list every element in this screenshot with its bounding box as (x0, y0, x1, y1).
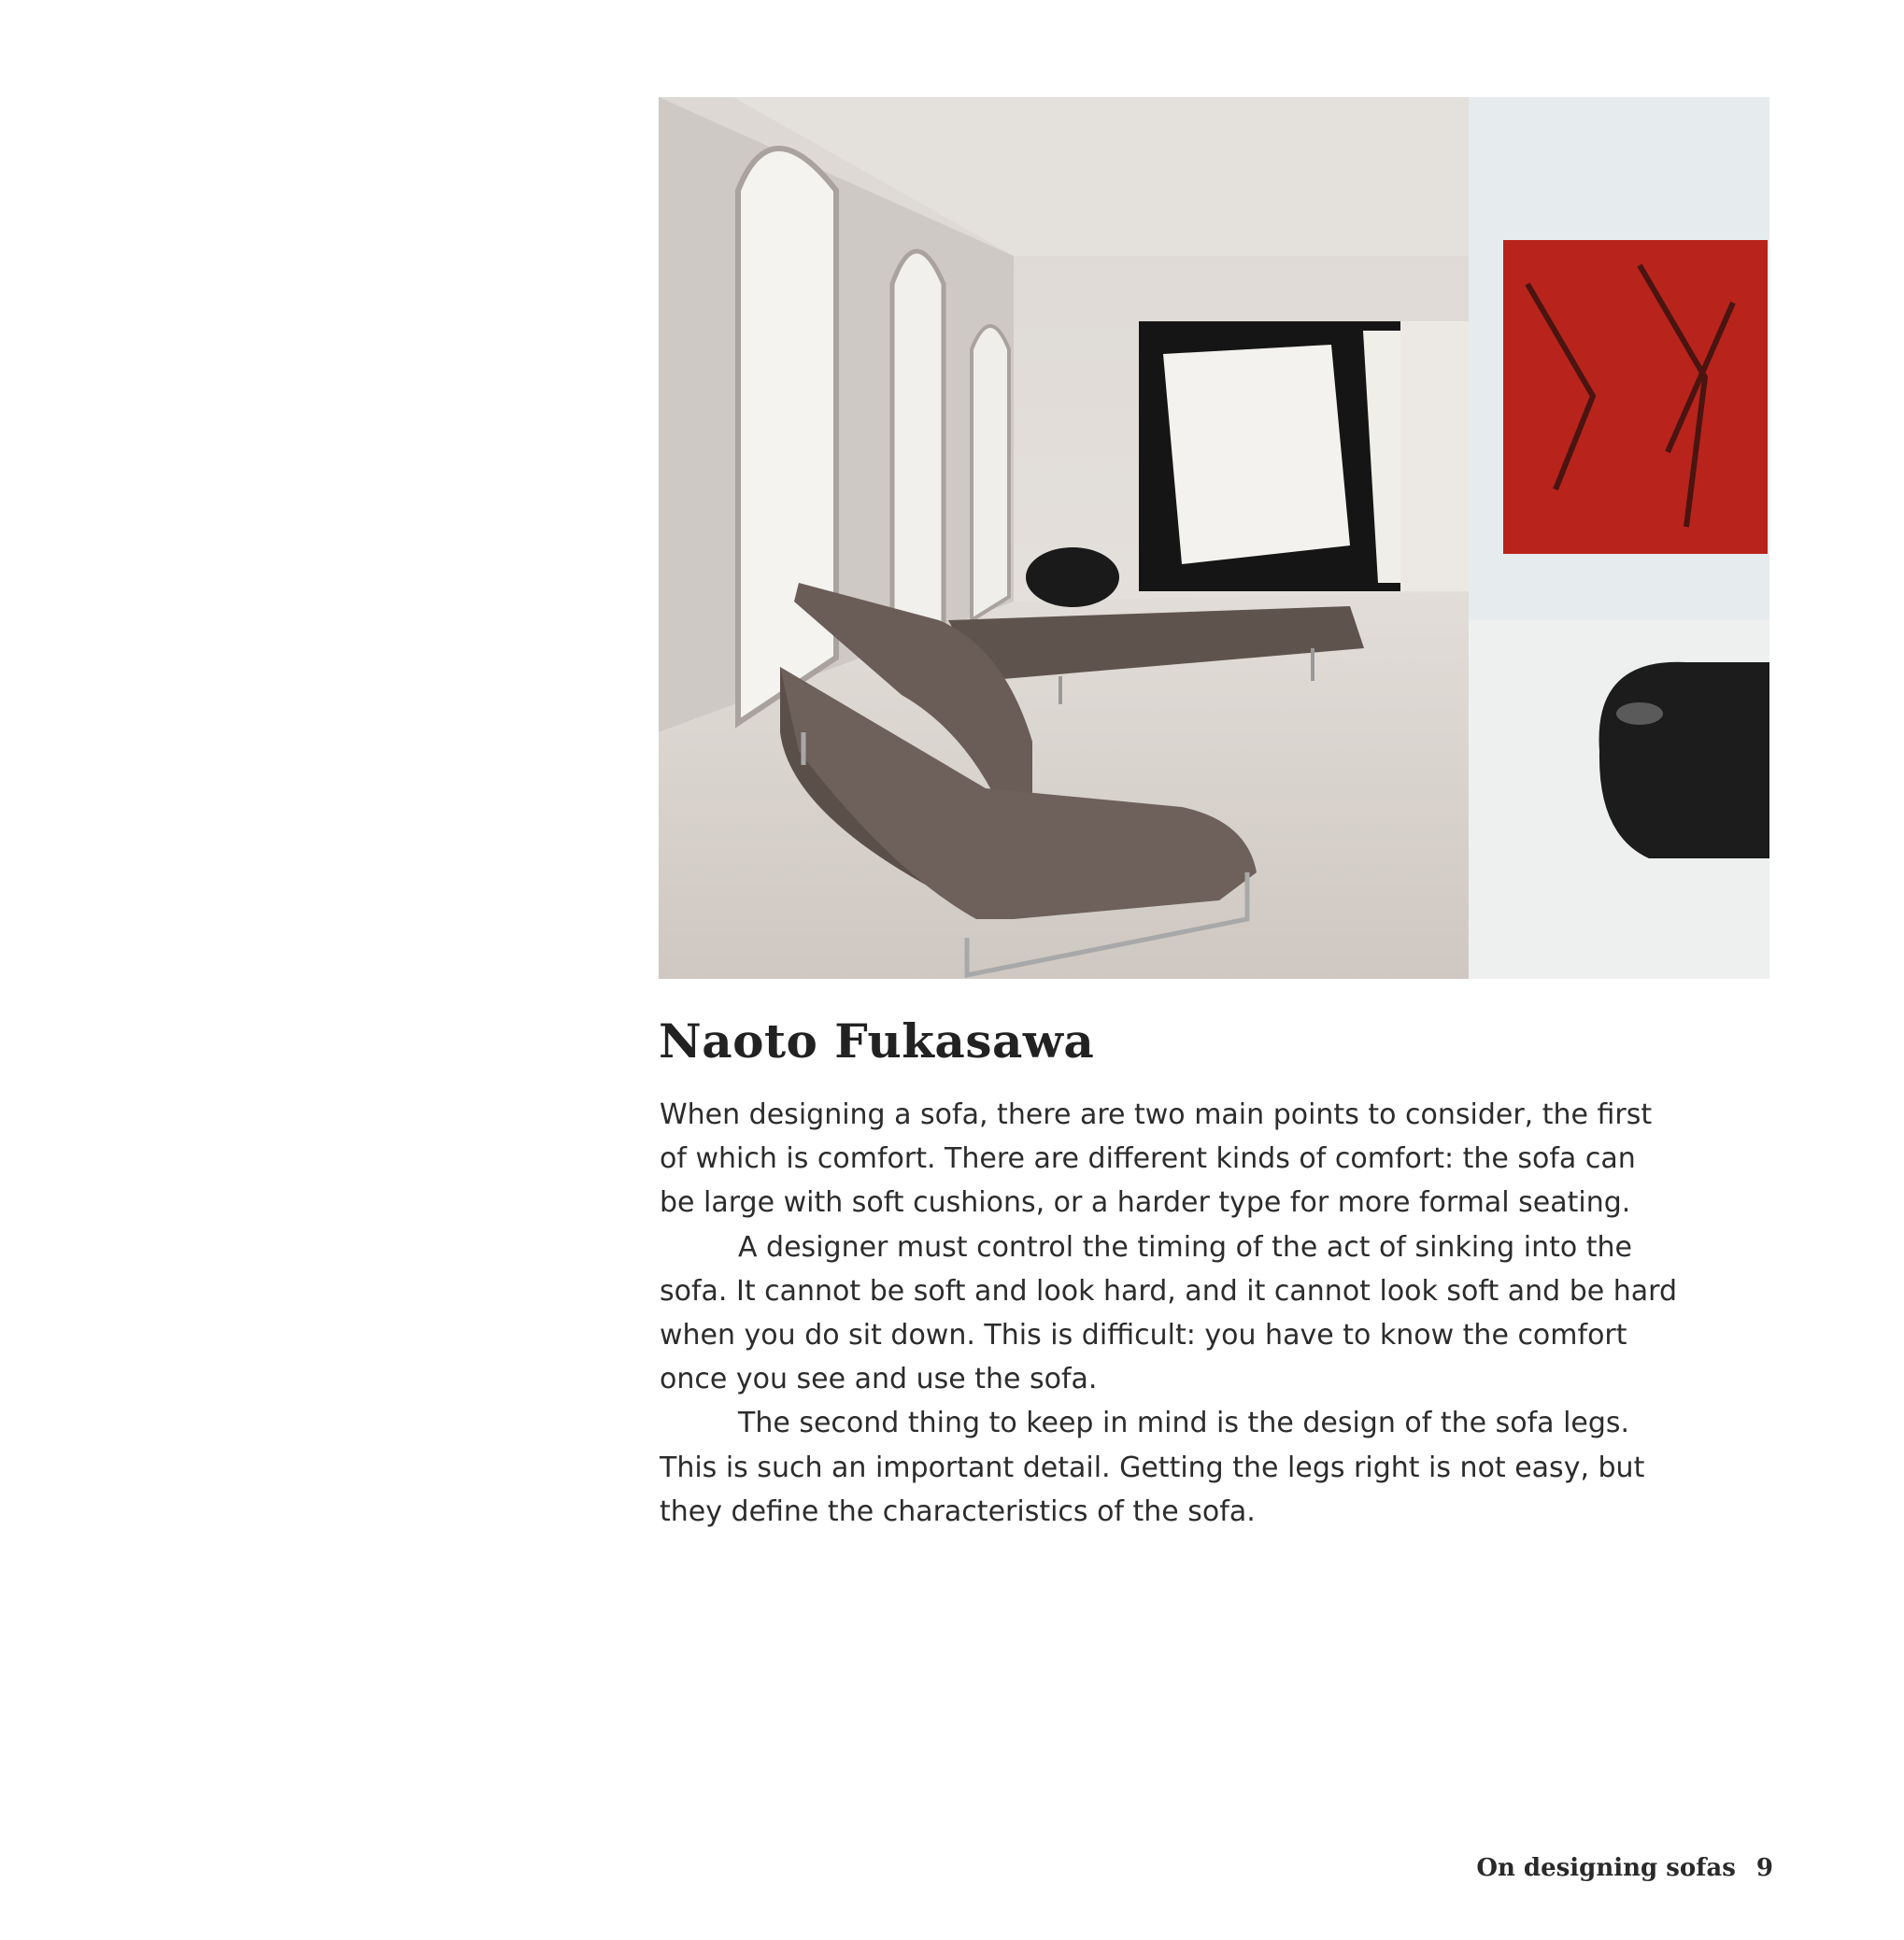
article-body (660, 1093, 1799, 1534)
article-title: Naoto Fukasawa (659, 1013, 1095, 1069)
body-line: This is such an important detail. Getting the legs right is not easy, but (660, 1451, 1645, 1484)
sofa-interior-photo (659, 97, 1769, 979)
body-line: sofa. It cannot be soft and look hard, and it cannot look soft and be hard (660, 1274, 1678, 1308)
section-title: On designing sofas (1476, 1854, 1736, 1882)
body-line: A designer must control the timing of the act of sinking into the (738, 1230, 1632, 1264)
body-line: when you do sit down. This is difficult: you have to know the comfort (660, 1319, 1627, 1352)
body-line: they define the characteristics of the sofa. (660, 1494, 1256, 1528)
body-line: When designing a sofa, there are two main points to consider, the first (660, 1098, 1653, 1131)
body-line: of which is comfort. There are different kinds of comfort: the sofa can (660, 1142, 1636, 1176)
running-footer (1476, 1854, 1773, 1882)
body-line: The second thing to keep in mind is the design of the sofa legs. (738, 1407, 1630, 1440)
body-line: be large with soft cushions, or a harder type for more formal seating. (660, 1186, 1631, 1220)
page-number: 9 (1755, 1854, 1773, 1882)
body-line: once you see and use the sofa. (660, 1363, 1098, 1396)
